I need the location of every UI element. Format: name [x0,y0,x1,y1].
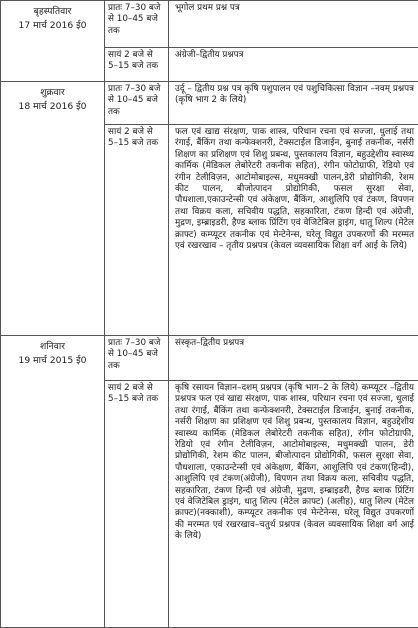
time-cell: प्रातः 7–30 बजे से 10–45 बजे तक [105,336,169,381]
paper-cell: भूगोल प्रथम प्रश्न पत्र [169,1,418,48]
time-cell: प्रातः 7–30 बजे से 10–45 बजे तक [105,82,169,125]
paper-cell: कृषि रसायन विज्ञान–दशम् प्रश्नपत्र (कृषि भाग–2 के लिये) कम्प्यूटर –द्वितीय प्रश्नपत्र फल एवं खाद्य संरक्षण, पाक शास्त्र, परिधान रचना एवं सज्जा, धुलाई तथा रंगाई, बैंकिंग तथा कन्फेक्शनरी, टेक्सटाईल डिजाईन, बुनाई तकनीक, नर्सरी शिक्षण का प्रशिक्षण एवं शिशु प्रबन्ध, पुस्तकालय विज्ञान, बहुउद्देशीय स्वास्थ्य कार्मिक (मेडिकल लेबोरेटरी तकनीक सहित), रंगीन फोटोग्राफी, रेडियो एवं रंगीन टेलीविज़न, आटोमोबाइल्स, मधुमक्खी पालन, डेरी प्रोद्योगिकी, रेशम कीट पालन, बीजोत्पादन प्रोद्योगिकी, फसल सुरक्षा सेवा, पौधशाला, एकाउन्टेन्सी एवं अंकेक्षण, बैंकिंग, आशुलिपि एवं टंकण(हिन्दी), आशुलिपि एवं टंकण(अंग्रेजी), विपणन तथा विक्रय कला, सचिवीय पद्धति, सहकारिता, टंकण हिन्दी एवं अंग्रेजी, मुद्रण, इम्ब्राइडरी, हैण्ड ब्लाक प्रिंटिंग एवं वेजिटेबिल ड्राइंग, धातु शिल्प (मेटेल क्राफ्ट) (अलीह), धातु शिल्प (मेटेल क्राफ्ट)(नक्काशी), कम्प्यूटर तकनीक एवं मेन्टेनेन्स, घरेलू विद्युत उपकरणों की मरम्मत एवं रखरखाव–चतुर्थ प्रश्नपत्र (केवल व्यवसायिक शिक्षा वर्ग आई के लिये) [169,381,418,628]
day-name: बृहस्पतिवार [5,5,100,19]
day-name: शनिवार [5,340,100,354]
time-cell: सायं 2 बजे से 5–15 बजे तक [105,381,169,628]
day-cell [1,336,105,628]
time-cell: सायं 2 बजे से 5–15 बजे तक [105,125,169,336]
exam-date: 18 मार्च 2016 ई0 [5,100,100,114]
table-row [1,1,418,48]
exam-date: 19 मार्च 2015 ई0 [5,354,100,368]
paper-cell: फल एवं खाद्य संरक्षण, पाक शास्त्र, परिधान रचना एवं सज्जा, धुलाई तथा रंगाई, बैंकिंग तथा कन्फेक्शनरी, टेक्सटाईल डिजाईन, बुनाई तकनीक, नर्सरी शिक्षण का प्रशिक्षण एवं शिशु प्रबन्ध, पुस्तकालय विज्ञान, बहुउद्देशीय स्वास्थ्य कार्मिक (मेडिकल लेबोरेटरी तकनीक सहित), रंगीन फोटोग्राफी, रेडियो एवं रंगीन टेलीविज़न, आटोमोबाइल्स, मधुमक्खी पालन,डेरी प्रोद्योगिकी, रेशम कीट पालन, बीजोत्पादन प्रोद्योगिकी, फसल सुरक्षा सेवा, पौधशाला,एकाउन्टेन्सी एवं अंकेक्षण, बैंकिंग, आशुलिपि एवं टंकण, विपणन तथा विक्रय कला, सचिवीय पद्धति, सहकारिता, टंकण हिन्दी एवं अंग्रेजी, मुद्रण, इम्ब्राइडरी, हैण्ड ब्लाक प्रिंटिंग एवं वेजिटेबिल ड्राइंग, धातु शिल्प (मेटेल क्राफ्ट) कम्प्यूटर तकनीक एवं मेन्टेनेन्स, घरेलू विद्युत उपकरणों की मरम्मत एवं रखरखाव – तृतीय प्रश्नपत्र (केवल व्यवसायिक शिक्षा वर्ग आई के लिये) [169,125,418,336]
time-cell: सायं 2 बजे से 5–15 बजे तक [105,48,169,82]
day-cell [1,82,105,336]
paper-cell: अंग्रेजी–द्वितीय प्रश्नपत्र [169,48,418,82]
day-cell [1,1,105,82]
table-row [1,82,418,125]
time-cell: प्रातः 7–30 बजे से 10–45 बजे तक [105,1,169,48]
table-row [1,336,418,381]
day-name: शुक्रवार [5,86,100,100]
paper-cell: उर्दू – द्वितीय प्रश्न पत्र कृषि पशुपालन एवं पशुचिकित्सा विज्ञान –नवम् प्रश्नपत्र (कृषि भाग 2 के लिये) [169,82,418,125]
paper-cell: संस्कृत–द्वितीय प्रश्नपत्र [169,336,418,381]
exam-date: 17 मार्च 2016 ई0 [5,19,100,33]
